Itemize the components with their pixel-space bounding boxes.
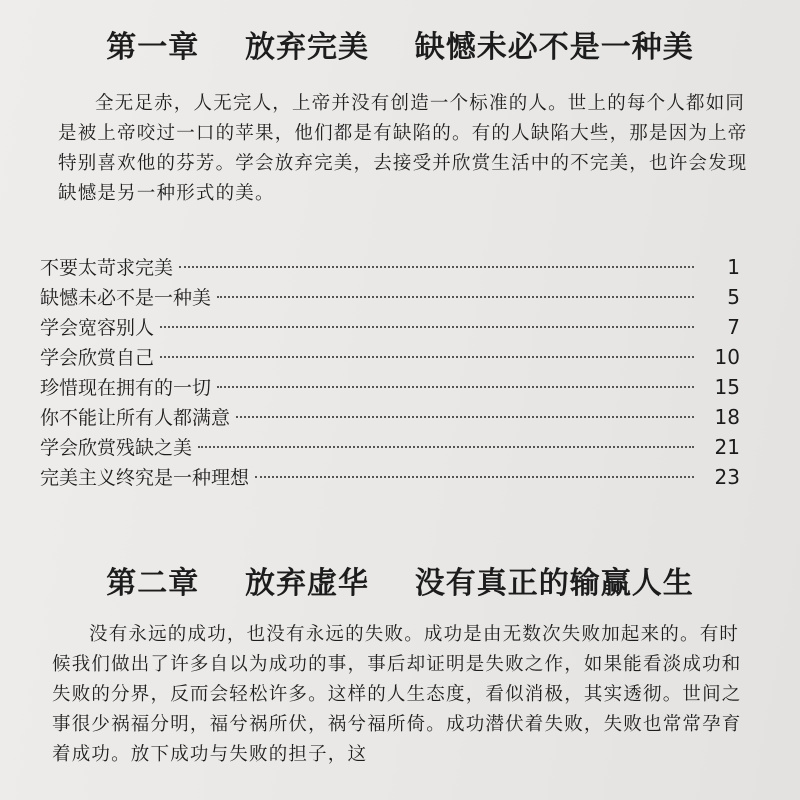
chapter-2-intro: 没有永远的成功，也没有永远的失败。成功是由无数次失败加起来的。有时候我们做出了许多自以为成功的事，事后却证明是失败之作，如果能看淡成功和失败的分界，反而会轻松许多。这样的人生态度，看似消极，其实透彻。世间之事很少祸福分明，福兮祸所伏，祸兮福所倚。成功潜伏着失败，失败也常常孕育着成功。放下成功与失败的担子，这 bbox=[52, 624, 742, 765]
toc-entry-page: 5 bbox=[727, 285, 740, 309]
toc-leader-dots bbox=[255, 476, 694, 478]
toc-entry-label: 缺憾未必不是一种美 bbox=[40, 287, 212, 309]
chapter-1-intro: 全无足赤，人无完人，上帝并没有创造一个标准的人。世上的每个人都如同是被上帝咬过一口的苹果，他们都是有缺陷的。有的人缺陷大些，那是因为上帝特别喜欢他的芬芳。学会放弃完美，去接受并欣赏生活中的不完美，也许会发现缺憾是另一种形式的美。 bbox=[58, 93, 748, 204]
toc-entry-page: 23 bbox=[714, 465, 740, 489]
toc-entry[interactable] bbox=[40, 342, 740, 372]
toc-entry-label: 你不能让所有人都满意 bbox=[40, 407, 231, 429]
toc-entry-page: 18 bbox=[714, 405, 740, 429]
toc-leader-dots bbox=[179, 266, 694, 268]
toc-leader-dots bbox=[160, 326, 694, 328]
toc-entry-label: 学会欣赏自己 bbox=[40, 347, 155, 369]
toc-leader-dots bbox=[217, 386, 694, 388]
chapter-1-title: 第一章 放弃完美 缺憾未必不是一种美 bbox=[106, 30, 694, 65]
toc-entry[interactable] bbox=[40, 462, 740, 492]
toc-entry-label: 不要太苛求完美 bbox=[40, 257, 174, 279]
toc-entry-page: 21 bbox=[714, 435, 740, 459]
toc-entry-label: 珍惜现在拥有的一切 bbox=[40, 377, 212, 399]
toc-entry-label: 学会欣赏残缺之美 bbox=[40, 437, 193, 459]
toc-entry[interactable] bbox=[40, 372, 740, 402]
toc-leader-dots bbox=[236, 416, 694, 418]
toc-entry[interactable] bbox=[40, 432, 740, 462]
toc-entry-label: 完美主义终究是一种理想 bbox=[40, 467, 250, 489]
toc-entry-page: 7 bbox=[727, 315, 740, 339]
toc-entry[interactable] bbox=[40, 252, 740, 282]
chapter-2-title: 第二章 放弃虚华 没有真正的输赢人生 bbox=[106, 566, 694, 601]
toc-entry[interactable] bbox=[40, 282, 740, 312]
toc-leader-dots bbox=[217, 296, 694, 298]
table-of-contents bbox=[40, 252, 740, 492]
toc-entry-page: 10 bbox=[714, 345, 740, 369]
toc-entry-label: 学会宽容别人 bbox=[40, 317, 155, 339]
toc-entry-page: 15 bbox=[714, 375, 740, 399]
toc-entry[interactable] bbox=[40, 402, 740, 432]
toc-leader-dots bbox=[160, 356, 694, 358]
toc-leader-dots bbox=[198, 446, 694, 448]
toc-entry[interactable] bbox=[40, 312, 740, 342]
toc-entry-page: 1 bbox=[727, 255, 740, 279]
